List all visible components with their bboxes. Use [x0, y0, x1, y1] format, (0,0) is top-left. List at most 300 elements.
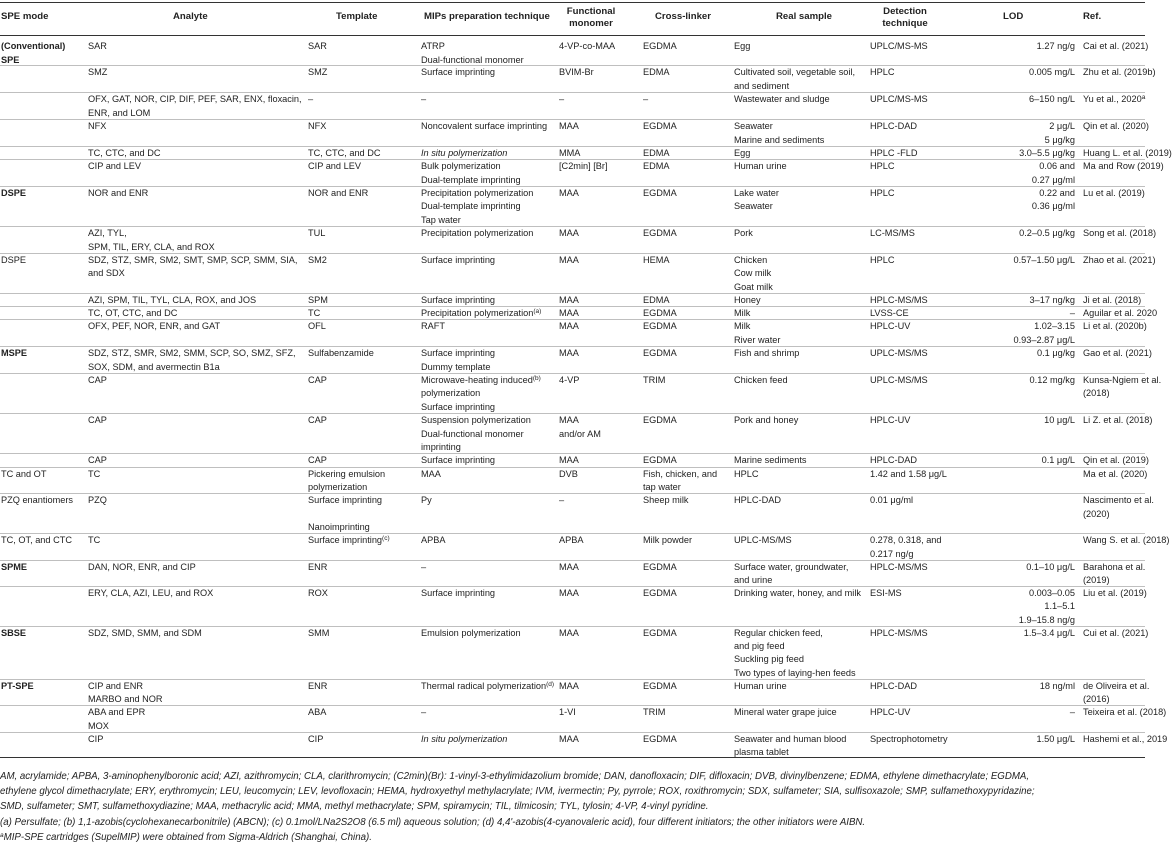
cell-text: 0.57–1.50 μg/L — [1013, 255, 1075, 265]
cell-analyte — [88, 67, 107, 78]
cell-text: BVIM-Br — [559, 67, 594, 77]
cell-cross-linker — [643, 94, 648, 105]
cell-text: TRIM — [643, 375, 666, 385]
cell-text: Li Z. et al. (2018) — [1083, 415, 1153, 425]
cell-text: Two types of laying-hen feeds — [734, 668, 856, 678]
cell-reference — [1083, 67, 1156, 78]
table-header-rule — [0, 35, 1145, 36]
cell-text: SDZ, STZ, SMR, SM2, SMT, SMP, SCP, SMM, SIA, — [88, 255, 298, 265]
cell-analyte — [88, 628, 202, 639]
cell-text: 18 ng/ml — [1039, 681, 1075, 691]
cell-text: NOR and ENR — [308, 188, 369, 198]
cell-analyte — [88, 228, 127, 239]
cell-preparation-technique — [421, 308, 541, 319]
cell-text: Fish and shrimp — [734, 348, 800, 358]
cell-lod — [965, 255, 1075, 266]
cell-lod — [965, 94, 1075, 105]
row-separator — [0, 705, 1145, 706]
cell-text: CAP — [308, 415, 327, 425]
cell-text: TRIM — [643, 707, 666, 717]
row-separator — [0, 413, 1145, 414]
cell-preparation-technique — [421, 429, 524, 440]
cell-real-sample — [734, 535, 792, 546]
cell-real-sample — [734, 348, 799, 359]
cell-analyte — [88, 362, 220, 373]
cell-real-sample — [734, 375, 788, 386]
cell-text: MAA — [559, 588, 579, 598]
cell-text: ENR — [308, 562, 328, 572]
cell-functional-monomer — [559, 67, 594, 78]
cell-text: Dual-template imprinting — [421, 175, 521, 185]
cell-text: ROX — [308, 588, 328, 598]
cell-text: (2019) — [1083, 575, 1110, 585]
cell-analyte — [88, 681, 143, 692]
header-analyte: Analyte — [173, 11, 208, 22]
cell-text: Sulfabenzamide — [308, 348, 374, 358]
cell-lod — [965, 175, 1075, 186]
cell-text: EGDMA — [643, 455, 677, 465]
cell-text: 0.12 mg/kg — [1029, 375, 1075, 385]
cell-preparation-technique — [421, 588, 495, 599]
cell-reference — [1083, 375, 1161, 386]
cell-lod — [965, 135, 1075, 146]
cell-text: Py — [421, 495, 432, 505]
cell-text: Lu et al. (2019) — [1083, 188, 1145, 198]
cell-text: CAP — [88, 415, 107, 425]
cell-detection-technique — [870, 94, 928, 105]
cell-text: Dual-template imprinting — [421, 201, 521, 211]
cell-text: 0.36 μg/ml — [1031, 201, 1075, 211]
cell-cross-linker — [643, 681, 677, 692]
cell-text: TC, CTC, and DC — [88, 148, 161, 158]
cell-reference — [1083, 509, 1110, 520]
cell-template — [308, 228, 325, 239]
cell-spe-mode — [1, 41, 65, 52]
cell-text: MOX — [88, 721, 109, 731]
cell-text: CIP and LEV — [308, 161, 361, 171]
cell-reference — [1083, 148, 1172, 159]
cell-text: OFL — [308, 321, 326, 331]
header-template: Template — [336, 11, 378, 22]
cell-detection-technique — [870, 495, 913, 506]
footnote-initiators: (a) Persulfate; (b) 1,1-azobis(cyclohexanecarbonitrile) (ABCN); (c) 0.1mol/LNa2S2O8 (6.5 ml) aqueous solution; (d) 4,4'-azobis(4-cyanovaleric acid), four different initiators; the other initiators were AIBN. — [0, 817, 866, 828]
cell-text: (2016) — [1083, 694, 1110, 704]
cell-detection-technique — [870, 535, 942, 546]
cell-real-sample — [734, 201, 773, 212]
footnote-cartridges-text: MIP-SPE cartridges (SupelMIP) were obtained from Sigma-Aldrich (Shanghai, China). — [3, 832, 372, 843]
row-separator — [0, 679, 1145, 680]
cell-text: 10 μg/L — [1044, 415, 1075, 425]
cell-detection-technique — [870, 549, 913, 560]
cell-real-sample — [734, 628, 823, 639]
cell-text: [C2min] [Br] — [559, 161, 608, 171]
cell-template — [308, 495, 382, 506]
row-separator — [0, 92, 1145, 93]
cell-template — [308, 734, 323, 745]
cell-lod — [965, 562, 1075, 573]
cell-detection-technique — [870, 161, 895, 172]
cell-text: SMZ — [88, 67, 108, 77]
cell-detection-technique — [870, 41, 928, 52]
cell-cross-linker — [643, 295, 670, 306]
cell-text: 1.42 and 1.58 μg/L — [870, 469, 947, 479]
cell-lod — [965, 201, 1075, 212]
cell-analyte — [88, 121, 106, 132]
cell-text: Human urine — [734, 681, 787, 691]
cell-text: Huang L. et al. (2019) — [1083, 148, 1172, 158]
cell-cross-linker — [643, 482, 681, 493]
cell-real-sample — [734, 641, 785, 652]
cell-text: 1-VI — [559, 707, 576, 717]
cell-analyte — [88, 295, 256, 306]
cell-text: 0.22 and — [1039, 188, 1075, 198]
cell-functional-monomer — [559, 429, 601, 440]
cell-analyte — [88, 94, 302, 105]
row-separator — [0, 626, 1145, 627]
cell-text: Seawater and human blood — [734, 734, 847, 744]
cell-text: APBA — [421, 535, 446, 545]
cell-text: OFX, GAT, NOR, CIP, DIF, PEF, SAR, ENX, floxacin, — [88, 94, 302, 104]
cell-text: 2 μg/L — [1049, 121, 1075, 131]
cell-text: 3–17 ng/kg — [1029, 295, 1075, 305]
cell-text: RAFT — [421, 321, 445, 331]
cell-text: River water — [734, 335, 781, 345]
cell-text: HPLC -FLD — [870, 148, 918, 158]
cell-analyte — [88, 108, 150, 119]
header-cross-linker: Cross-linker — [655, 11, 711, 22]
footnote-superscript: a — [1141, 94, 1146, 101]
cell-text: Chicken — [734, 255, 768, 265]
cell-text: Ji et al. (2018) — [1083, 295, 1142, 305]
row-separator — [0, 146, 1145, 147]
cell-preparation-technique — [421, 201, 521, 212]
cell-detection-technique — [870, 707, 910, 718]
cell-lod — [965, 681, 1075, 692]
cell-text: HPLC — [870, 255, 895, 265]
cell-text: 0.1 μg/L — [1041, 455, 1075, 465]
cell-cross-linker — [643, 228, 677, 239]
cell-text: Precipitation polymerization — [421, 228, 534, 238]
cell-text: MAA — [559, 308, 579, 318]
row-separator — [0, 306, 1145, 307]
cell-detection-technique — [870, 67, 895, 78]
cell-real-sample — [734, 575, 772, 586]
row-separator — [0, 293, 1145, 294]
cell-text: 0.1–10 μg/L — [1026, 562, 1075, 572]
cell-lod — [965, 321, 1075, 332]
cell-text: OFX, PEF, NOR, ENR, and GAT — [88, 321, 221, 331]
cell-text: Yu et al., 2020 — [1083, 94, 1142, 104]
cell-reference — [1083, 161, 1164, 172]
cell-real-sample — [734, 121, 773, 132]
cell-text: 0.1 μg/kg — [1037, 348, 1075, 358]
cell-text: EGDMA — [643, 628, 677, 638]
cell-spe-mode — [1, 628, 26, 639]
cell-reference — [1083, 321, 1147, 332]
row-separator — [0, 467, 1145, 468]
cell-analyte — [88, 694, 163, 705]
cell-text: Noncovalent surface imprinting — [421, 121, 548, 131]
cell-text: TC, CTC, and DC — [308, 148, 381, 158]
cell-text: Qin et al. (2020) — [1083, 121, 1149, 131]
cell-preparation-technique — [421, 415, 531, 426]
cell-text: SBSE — [1, 628, 27, 638]
cell-text: de Oliveira et al. — [1083, 681, 1150, 691]
cell-text: Barahona et al. — [1083, 562, 1146, 572]
cell-text: Wang S. et al. (2018) — [1083, 535, 1170, 545]
cell-real-sample — [734, 707, 837, 718]
cell-detection-technique — [870, 588, 902, 599]
cell-lod — [965, 734, 1075, 745]
cell-reference — [1083, 588, 1147, 599]
cell-cross-linker — [643, 562, 677, 573]
cell-text: Gao et al. (2021) — [1083, 348, 1152, 358]
cell-text: NFX — [88, 121, 107, 131]
cell-real-sample — [734, 308, 750, 319]
cell-text: Suspension polymerization — [421, 415, 531, 425]
cell-analyte — [88, 721, 109, 732]
cell-text: Seawater — [734, 121, 773, 131]
cell-functional-monomer — [559, 94, 564, 105]
cell-text: EGDMA — [643, 308, 677, 318]
cell-preparation-technique — [421, 469, 441, 480]
cell-detection-technique — [870, 375, 928, 386]
cell-functional-monomer — [559, 681, 579, 692]
cell-text: HPLC-MS/MS — [870, 628, 928, 638]
cell-text: MAA — [559, 321, 579, 331]
cell-text: Nascimento et al. — [1083, 495, 1154, 505]
header-preparation-technique: MIPs preparation technique — [424, 11, 550, 22]
cell-detection-technique — [870, 469, 947, 480]
cell-analyte — [88, 535, 100, 546]
cell-text: EGDMA — [643, 415, 677, 425]
cell-real-sample — [734, 335, 780, 346]
row-separator — [0, 253, 1145, 254]
cell-reference — [1083, 348, 1152, 359]
cell-text: DSPE — [1, 255, 27, 265]
cell-preparation-technique — [421, 321, 445, 332]
cell-template — [308, 415, 327, 426]
cell-preparation-technique — [421, 628, 521, 639]
cell-text: Milk — [734, 321, 751, 331]
cell-text: MAA — [559, 681, 579, 691]
cell-text: – — [643, 94, 649, 104]
cell-text: LVSS-CE — [870, 308, 909, 318]
cell-preparation-technique — [421, 348, 495, 359]
cell-text: Microwave-heating induced — [421, 375, 533, 385]
cell-text: 4-VP — [559, 375, 580, 385]
cell-functional-monomer — [559, 295, 579, 306]
cell-text: SPM — [308, 295, 328, 305]
cell-text: MAA — [559, 121, 579, 131]
cell-text: MSPE — [1, 348, 28, 358]
cell-text: MARBO and NOR — [88, 694, 163, 704]
cell-preparation-technique — [421, 402, 495, 413]
cell-preparation-technique — [421, 41, 445, 52]
cell-text: EDMA — [643, 67, 670, 77]
cell-real-sample — [734, 188, 779, 199]
cell-cross-linker — [643, 308, 677, 319]
cell-functional-monomer — [559, 469, 578, 480]
cell-lod — [965, 601, 1075, 612]
cell-text: and sediment — [734, 81, 790, 91]
cell-text: Cultivated soil, vegetable soil, — [734, 67, 856, 77]
cell-lod — [965, 41, 1075, 52]
cell-text: (2018) — [1083, 388, 1110, 398]
cell-text: CAP — [88, 455, 107, 465]
cell-template — [308, 308, 320, 319]
cell-text: 0.2–0.5 μg/kg — [1019, 228, 1075, 238]
cell-text: SMM — [308, 628, 330, 638]
cell-preparation-technique — [421, 67, 495, 78]
cell-cross-linker — [643, 41, 677, 52]
cell-text: TC — [88, 469, 101, 479]
cell-text: HPLC — [734, 469, 759, 479]
cell-analyte — [88, 455, 107, 466]
cell-functional-monomer — [559, 255, 579, 266]
cell-text: MAA — [559, 228, 579, 238]
cell-real-sample — [734, 415, 798, 426]
cell-text: NFX — [308, 121, 327, 131]
cell-text: EGDMA — [643, 562, 677, 572]
cell-text: EGDMA — [643, 348, 677, 358]
cell-text: and/or AM — [559, 429, 601, 439]
cell-functional-monomer — [559, 148, 580, 159]
footnote-abbreviations-1: AM, acrylamide; APBA, 3-aminophenylboronic acid; AZI, azithromycin; CLA, clarithromycin; (C2min)(Br): 1-vinyl-3-ethylimidazolium bromide; DAN, danofloxacin; DIF, difloxacin; DVB, divinylbenzene; EDMA, ethylene dimethacrylate; EGDMA, — [0, 771, 1030, 782]
cell-text: Marine and sediments — [734, 135, 825, 145]
cell-text: Dummy template — [421, 362, 491, 372]
cell-text: TC — [88, 535, 101, 545]
cell-functional-monomer — [559, 375, 579, 386]
cell-text: EGDMA — [643, 321, 677, 331]
cell-text: – — [421, 94, 427, 104]
cell-text: 1.1–5.1 — [1044, 601, 1075, 611]
cell-text: and urine — [734, 575, 773, 585]
header-lod: LOD — [1003, 11, 1024, 22]
cell-lod — [965, 415, 1075, 426]
cell-text: Surface imprinting — [421, 455, 496, 465]
cell-text: UPLC/MS-MS — [870, 41, 928, 51]
cell-text: – — [421, 562, 427, 572]
cell-analyte — [88, 469, 100, 480]
cell-real-sample — [734, 469, 759, 480]
cell-analyte — [88, 348, 296, 359]
cell-detection-technique — [870, 681, 917, 692]
header-functional-monomer: Functional monomer — [566, 6, 616, 29]
cell-text: and SDX — [88, 268, 125, 278]
cell-template — [308, 148, 381, 159]
cell-text: Cai et al. (2021) — [1083, 41, 1149, 51]
footnote-mark: a — [0, 832, 4, 839]
cell-text: TC and OT — [1, 469, 47, 479]
cell-template — [308, 588, 328, 599]
cell-template — [308, 707, 326, 718]
cell-analyte — [88, 268, 125, 279]
row-separator — [0, 186, 1145, 187]
cell-template — [308, 375, 327, 386]
footnote-superscript: (a) — [533, 308, 542, 315]
cell-template — [308, 255, 327, 266]
cell-real-sample — [734, 148, 750, 159]
cell-preparation-technique — [421, 362, 490, 373]
cell-detection-technique — [870, 228, 915, 239]
cell-text: CAP — [308, 455, 327, 465]
cell-text: TC, OT, CTC, and DC — [88, 308, 178, 318]
cell-spe-mode — [1, 188, 26, 199]
cell-text: Egg — [734, 148, 751, 158]
cell-spe-mode — [1, 535, 72, 546]
cell-spe-mode — [1, 255, 26, 266]
cell-text: ABA and EPR — [88, 707, 146, 717]
cell-text: HPLC-DAD — [870, 455, 917, 465]
cell-cross-linker — [643, 588, 677, 599]
cell-text: EGDMA — [643, 188, 677, 198]
cell-real-sample — [734, 295, 761, 306]
cell-detection-technique — [870, 734, 948, 745]
cell-reference — [1083, 681, 1149, 692]
cell-real-sample — [734, 321, 750, 332]
cell-preparation-technique — [421, 148, 507, 159]
cell-spe-mode — [1, 681, 34, 692]
cell-text: Kunsa-Ngiem et al. — [1083, 375, 1162, 385]
cell-text: UPLC-MS/MS — [734, 535, 792, 545]
cell-preparation-technique — [421, 535, 446, 546]
cell-cross-linker — [643, 707, 665, 718]
cell-spe-mode — [1, 495, 73, 506]
cell-text: Pickering emulsion — [308, 469, 386, 479]
cell-text: Tap water — [421, 215, 461, 225]
cell-functional-monomer — [559, 41, 615, 52]
footnote-abbreviations-3: SMD, sulfameter; SMT, sulfamethoxydiazine; MAA, methacrylic acid; MMA, methyl methacrylate; SPM, spiramycin; TIL, tilmicosin; TYL, tylosin; 4-VP, 4-vinyl pyridine. — [0, 801, 709, 812]
cell-detection-technique — [870, 562, 928, 573]
cell-text: MAA — [559, 415, 579, 425]
cell-text: Surface imprinting — [308, 495, 383, 505]
cell-template — [308, 562, 327, 573]
row-separator — [0, 346, 1145, 347]
cell-analyte — [88, 321, 220, 332]
cell-lod — [965, 67, 1075, 78]
cell-reference — [1083, 41, 1148, 52]
cell-text: MAA — [559, 628, 579, 638]
cell-text: Goat milk — [734, 282, 773, 292]
cell-text: PT-SPE — [1, 681, 34, 691]
cell-text: Ma and Row (2019) — [1083, 161, 1164, 171]
cell-text: Bulk polymerization — [421, 161, 501, 171]
cell-text: 1.27 ng/g — [1036, 41, 1075, 51]
cell-text: Lake water — [734, 188, 779, 198]
cell-text: EDMA — [643, 148, 670, 158]
cell-text: MAA — [421, 469, 441, 479]
cell-analyte — [88, 588, 213, 599]
cell-text: CIP — [308, 734, 324, 744]
cell-text: Milk — [734, 308, 751, 318]
cell-reference — [1083, 188, 1145, 199]
cell-preparation-technique — [421, 681, 554, 692]
cell-functional-monomer — [559, 562, 579, 573]
cell-text: Surface imprinting — [421, 588, 496, 598]
cell-text: EGDMA — [643, 228, 677, 238]
cell-text: Hashemi et al., 2019 — [1083, 734, 1168, 744]
cell-text: ATRP — [421, 41, 445, 51]
cell-text: – — [1069, 308, 1075, 318]
cell-text: TC — [308, 308, 321, 318]
cell-text: polymerization — [421, 388, 481, 398]
cell-cross-linker — [643, 67, 670, 78]
cell-preparation-technique — [421, 94, 426, 105]
cell-text: AZI, TYL, — [88, 228, 127, 238]
cell-text: Pork and honey — [734, 415, 799, 425]
cell-detection-technique — [870, 188, 895, 199]
